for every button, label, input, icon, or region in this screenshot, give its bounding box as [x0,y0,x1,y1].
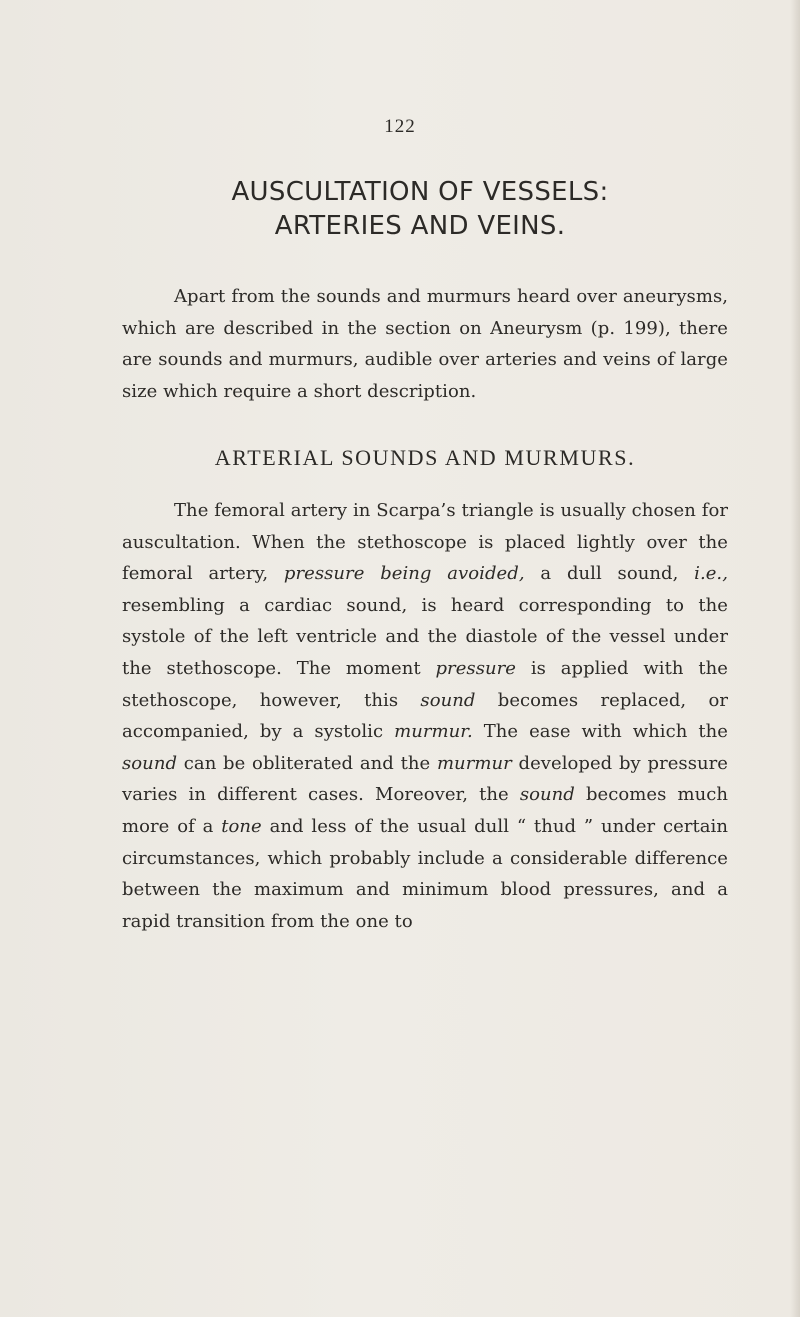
chapter-title [120,175,720,243]
text-run: a dull sound, [524,563,695,585]
italic-run: sound [420,689,476,711]
text-run: and less of the usual dull “ thud ” under certain circumstances, which probably include a considerable difference between the maximum and minimum blood pressures, and a rapid transition from the one to [122,815,729,932]
italic-run: pressure [435,657,516,679]
text-run: is applied with the stethoscope, however, this [122,657,728,711]
intro-paragraph: Apart from the sounds and murmurs heard over aneurysms, which are described in the section on Aneurysm (p. 199), there are sounds and murmurs, audible over arteries and veins of large size which require a short description. [122,286,728,402]
page-number: 122 [384,116,416,137]
text-run: resembling a cardiac sound, is heard corresponding to the systole of the left ventricle and the diastole of the vessel under the stethoscope. The moment [122,594,728,679]
italic-run: sound [122,752,178,774]
italic-run: sound [519,784,575,806]
italic-run: pressure being avoided, [283,563,525,585]
text-run: The femoral artery in Scarpa’s triangle is usually chosen for auscultation. When the stethoscope is placed lightly over the femoral artery, [122,500,728,585]
chapter-title-line-1: AUSCULTATION OF VESSELS: [231,177,609,207]
body-paragraph [122,495,728,937]
italic-run: murmur [436,752,512,774]
text-run: The ease with which the [472,721,728,743]
italic-run: i.e., [694,563,728,585]
italic-run: murmur. [394,721,473,743]
italic-run: tone [221,815,262,837]
section-heading: ARTERIAL SOUNDS AND MURMURS. [214,445,636,470]
text-run: can be obliterated and the [177,752,437,774]
chapter-title-line-2: ARTERIES AND VEINS. [274,211,566,241]
text-run: becomes much more of a [122,784,728,837]
text-run: developed by pressure varies in different cases. Moreover, the [122,752,728,806]
text-run: becomes replaced, or accompanied, by a systolic [122,689,728,743]
page-edge-shadow [790,0,800,1317]
